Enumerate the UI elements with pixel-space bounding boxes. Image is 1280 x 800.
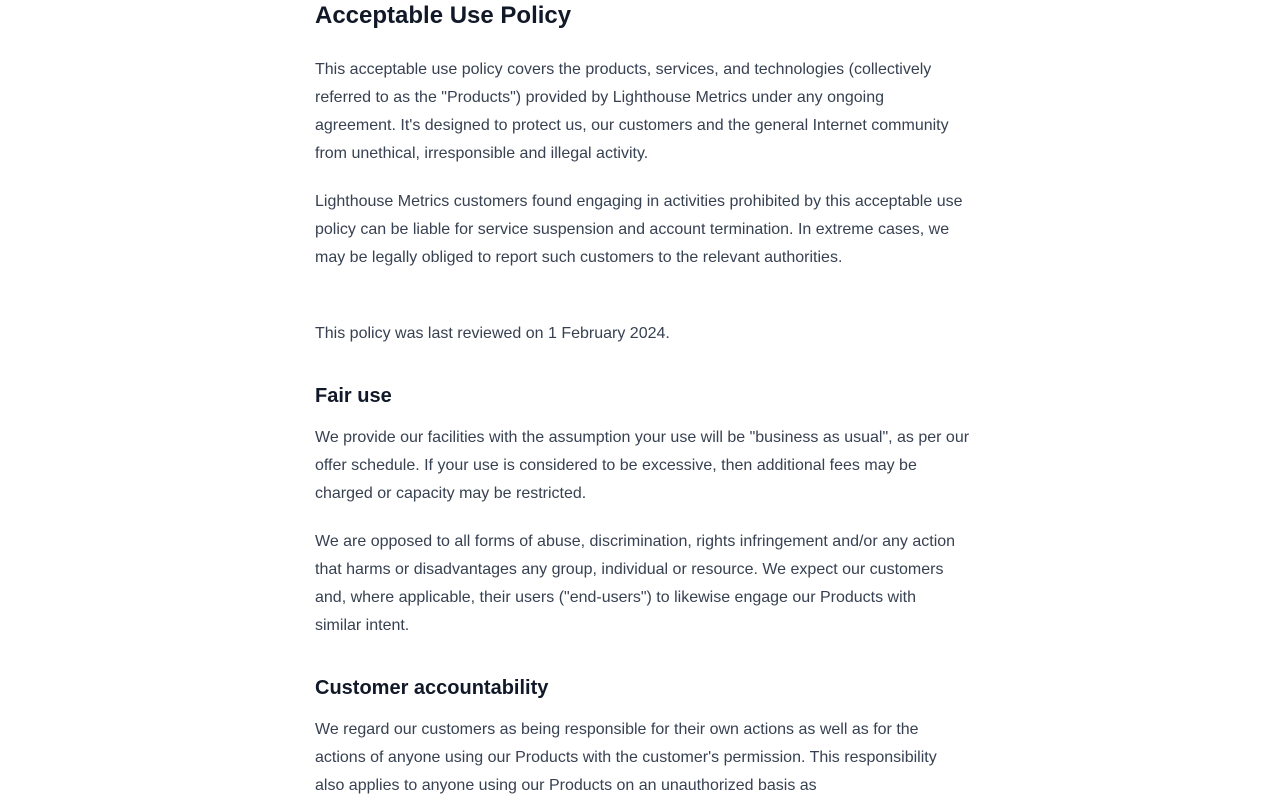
section-heading-fair-use: Fair use <box>315 385 392 407</box>
intro-paragraph-consequences: Lighthouse Metrics customers found engaging in activities prohibited by this acceptable use policy can be liable for service suspension and account termination. In extreme cases, we may be legally obliged to report such customers to the relevant authorities. <box>315 193 963 266</box>
customer-accountability-paragraph: We regard our customers as being responsible for their own actions as well as for the actions of anyone using our Products with the customer's permission. This responsibility also applies to anyone using our Products on an unauthorized basis as <box>315 721 937 794</box>
intro-paragraph-scope: This acceptable use policy covers the products, services, and technologies (collectively referred to as the "Products") provided by Lighthouse Metrics under any ongoing agreement. It's designed to protect us, our customers and the general Internet community from unethical, irresponsible and illegal activity. <box>315 61 949 162</box>
last-reviewed-note: This policy was last reviewed on 1 February 2024. <box>315 325 670 342</box>
section-heading-customer-accountability: Customer accountability <box>315 677 549 699</box>
fair-use-paragraph: We provide our facilities with the assumption your use will be "business as usual", as per our offer schedule. If your use is considered to be excessive, then additional fees may be charged or capacity may be restricted. <box>315 429 970 502</box>
fair-use-paragraph: We are opposed to all forms of abuse, discrimination, rights infringement and/or any action that harms or disadvantages any group, individual or resource. We expect our customers and, where applicable, their users ("end-users") to likewise engage our Products with similar intent. <box>315 533 956 634</box>
page-title: Acceptable Use Policy <box>315 2 572 29</box>
